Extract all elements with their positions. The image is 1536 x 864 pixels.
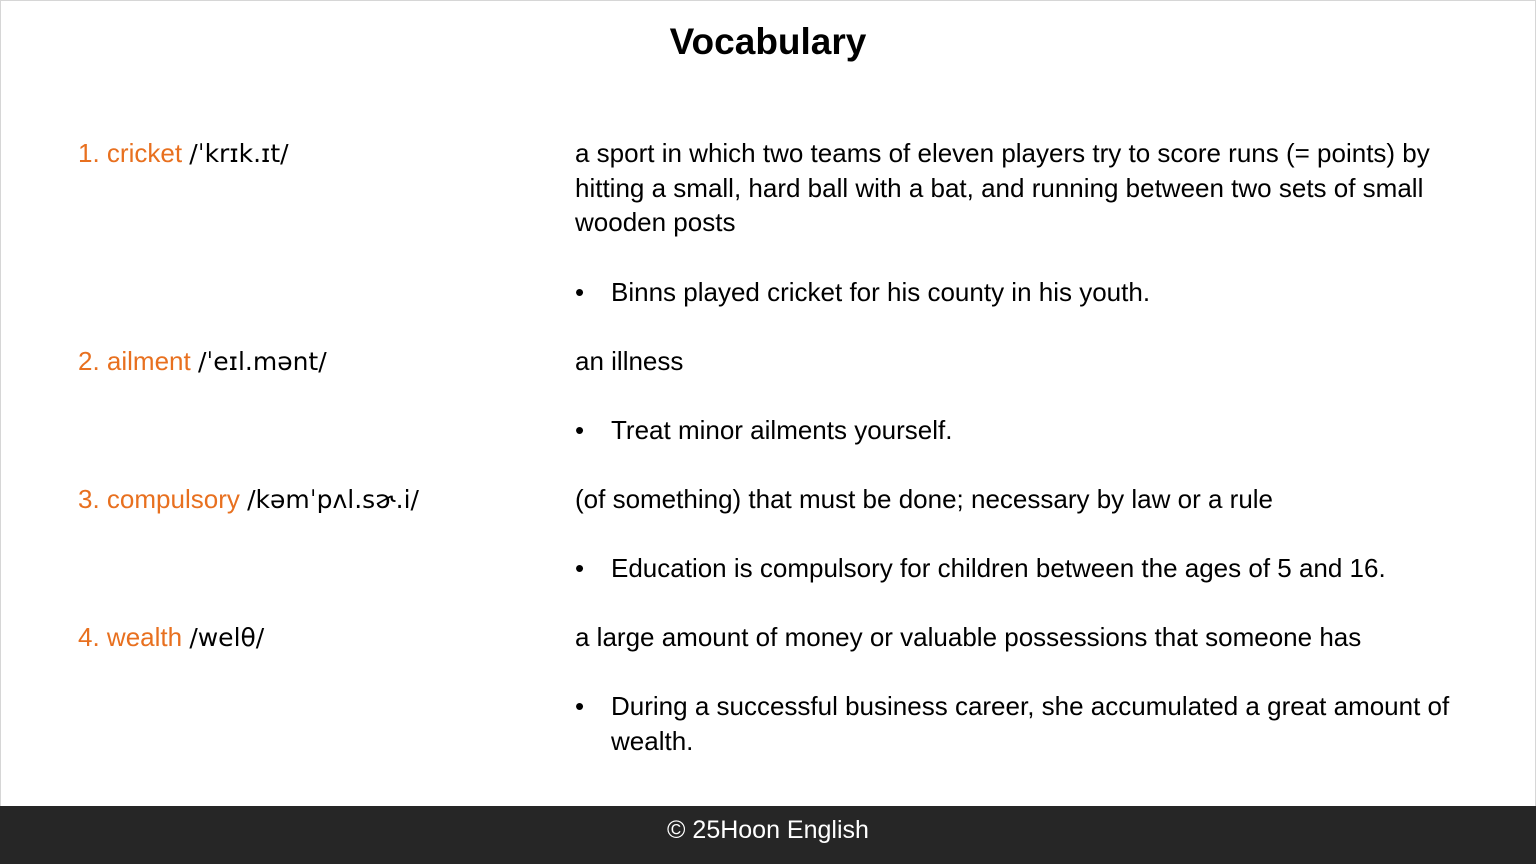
- footer-copyright: © 25Hoon English: [0, 806, 1536, 864]
- example-sentence: Education is compulsory for children between the ages of 5 and 16.: [611, 553, 1386, 583]
- entry-number: 4.: [78, 622, 100, 652]
- vocab-term: [78, 136, 289, 171]
- entry-number: 1.: [78, 138, 100, 168]
- entry-word: cricket: [106, 138, 183, 168]
- vocab-term: [78, 482, 419, 517]
- example-sentence: During a successful business career, she accumulated a great amount of wealth.: [611, 691, 1450, 756]
- example-sentence: Binns played cricket for his county in his youth.: [611, 277, 1151, 307]
- entry-number: 2.: [78, 346, 100, 376]
- entry-definition: an illness: [575, 346, 684, 376]
- entry-example: [575, 689, 1495, 758]
- page-title: Vocabulary: [669, 21, 867, 62]
- entry-word: wealth: [106, 622, 183, 652]
- entry-example: [575, 551, 1495, 586]
- entry-example: [575, 275, 1495, 310]
- entry-word: ailment: [106, 346, 191, 376]
- example-sentence: Treat minor ailments yourself.: [611, 415, 953, 445]
- entry-definition: a sport in which two teams of eleven players try to score runs (= points) by hitting a small, hard ball with a bat, and running between two sets of small wooden posts: [575, 138, 1430, 237]
- entry-pronunciation: /ˈeɪl.mənt/: [197, 347, 327, 376]
- entry-example: [575, 413, 1495, 448]
- entry-number: 3.: [78, 484, 100, 514]
- bullet-icon: •: [575, 277, 585, 307]
- bullet-icon: •: [575, 691, 585, 721]
- entry-word: compulsory: [106, 484, 240, 514]
- bullet-icon: •: [575, 415, 585, 445]
- bullet-icon: •: [575, 553, 585, 583]
- entry-definition: (of something) that must be done; necessary by law or a rule: [575, 484, 1274, 514]
- entry-pronunciation: /welθ/: [189, 623, 265, 652]
- entry-pronunciation: /kəmˈpʌl.sɚ.i/: [247, 485, 419, 514]
- vocab-term: [78, 620, 264, 655]
- vocab-term: [78, 344, 327, 379]
- entry-pronunciation: /ˈkrɪk.ɪt/: [189, 139, 289, 168]
- entry-definition: a large amount of money or valuable possessions that someone has: [575, 622, 1362, 652]
